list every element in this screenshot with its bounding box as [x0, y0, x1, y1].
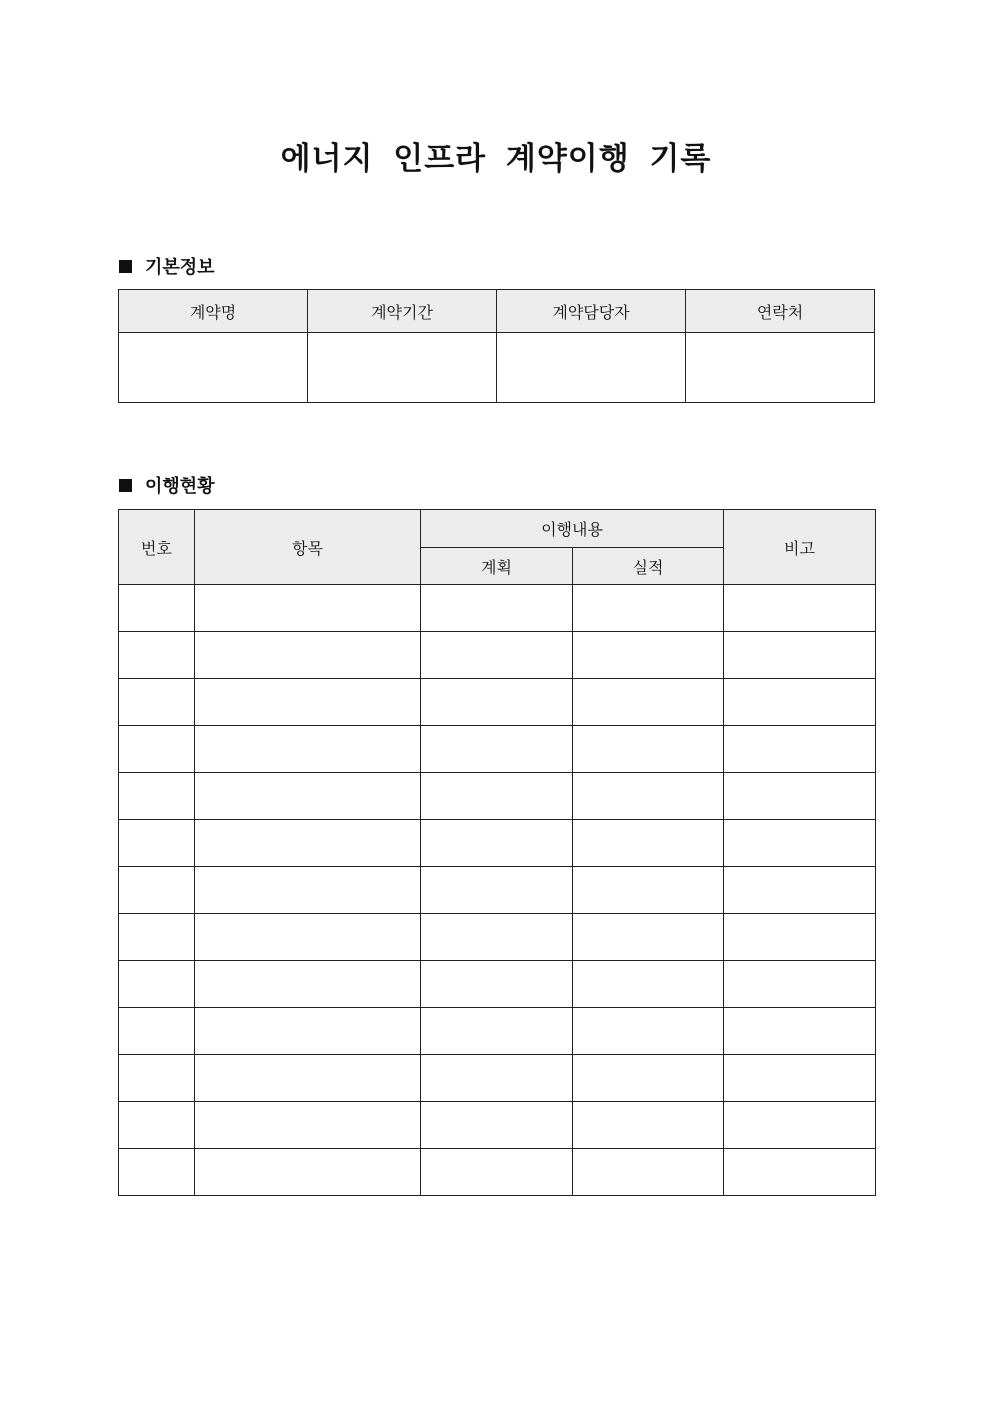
square-bullet-icon [119, 260, 132, 273]
item-cell[interactable] [195, 1055, 421, 1102]
header-actual: 실적 [573, 548, 724, 585]
number-cell[interactable] [119, 726, 195, 773]
item-cell[interactable] [195, 961, 421, 1008]
number-cell[interactable] [119, 914, 195, 961]
remarks-cell[interactable] [724, 1149, 876, 1196]
item-cell[interactable] [195, 773, 421, 820]
table-row [119, 1149, 876, 1196]
header-remarks: 비고 [724, 510, 876, 585]
plan-cell[interactable] [421, 961, 573, 1008]
item-cell[interactable] [195, 726, 421, 773]
remarks-cell[interactable] [724, 961, 876, 1008]
plan-cell[interactable] [421, 726, 573, 773]
contract-period-cell[interactable] [308, 333, 497, 403]
remarks-cell[interactable] [724, 820, 876, 867]
basic-info-table [118, 289, 875, 403]
actual-cell[interactable] [573, 1055, 724, 1102]
number-cell[interactable] [119, 1149, 195, 1196]
plan-cell[interactable] [421, 585, 573, 632]
contract-manager-cell[interactable] [497, 333, 686, 403]
actual-cell[interactable] [573, 1008, 724, 1055]
execution-status-heading [119, 472, 215, 498]
plan-cell[interactable] [421, 1055, 573, 1102]
basic-info-row [119, 333, 875, 403]
item-cell[interactable] [195, 867, 421, 914]
header-number: 번호 [119, 510, 195, 585]
basic-info-header-row [119, 290, 875, 333]
table-row [119, 867, 876, 914]
number-cell[interactable] [119, 1008, 195, 1055]
table-row [119, 1102, 876, 1149]
header-content: 이행내용 [421, 510, 724, 548]
item-cell[interactable] [195, 820, 421, 867]
plan-cell[interactable] [421, 1149, 573, 1196]
remarks-cell[interactable] [724, 1008, 876, 1055]
header-plan: 계획 [421, 548, 573, 585]
number-cell[interactable] [119, 820, 195, 867]
plan-cell[interactable] [421, 914, 573, 961]
status-table-body [119, 585, 876, 1196]
item-cell[interactable] [195, 585, 421, 632]
table-row [119, 773, 876, 820]
header-contact: 연락처 [686, 290, 875, 333]
actual-cell[interactable] [573, 1102, 724, 1149]
number-cell[interactable] [119, 961, 195, 1008]
remarks-cell[interactable] [724, 914, 876, 961]
table-row [119, 726, 876, 773]
actual-cell[interactable] [573, 679, 724, 726]
table-row [119, 1055, 876, 1102]
actual-cell[interactable] [573, 585, 724, 632]
item-cell[interactable] [195, 914, 421, 961]
header-contract-manager: 계약담당자 [497, 290, 686, 333]
status-header-row [119, 510, 876, 548]
contact-cell[interactable] [686, 333, 875, 403]
plan-cell[interactable] [421, 867, 573, 914]
actual-cell[interactable] [573, 726, 724, 773]
actual-cell[interactable] [573, 914, 724, 961]
plan-cell[interactable] [421, 820, 573, 867]
actual-cell[interactable] [573, 961, 724, 1008]
remarks-cell[interactable] [724, 1102, 876, 1149]
remarks-cell[interactable] [724, 867, 876, 914]
remarks-cell[interactable] [724, 585, 876, 632]
table-row [119, 1008, 876, 1055]
plan-cell[interactable] [421, 1008, 573, 1055]
table-row [119, 632, 876, 679]
execution-status-table [118, 509, 876, 1196]
number-cell[interactable] [119, 679, 195, 726]
actual-cell[interactable] [573, 1149, 724, 1196]
actual-cell[interactable] [573, 820, 724, 867]
remarks-cell[interactable] [724, 773, 876, 820]
table-row [119, 679, 876, 726]
item-cell[interactable] [195, 679, 421, 726]
execution-status-heading-label: 이행현황 [145, 476, 215, 497]
square-bullet-icon [119, 479, 132, 492]
table-row [119, 914, 876, 961]
plan-cell[interactable] [421, 632, 573, 679]
remarks-cell[interactable] [724, 632, 876, 679]
actual-cell[interactable] [573, 867, 724, 914]
table-row [119, 585, 876, 632]
table-row [119, 961, 876, 1008]
remarks-cell[interactable] [724, 679, 876, 726]
header-item: 항목 [195, 510, 421, 585]
item-cell[interactable] [195, 1102, 421, 1149]
basic-info-heading-label: 기본정보 [145, 257, 215, 278]
plan-cell[interactable] [421, 1102, 573, 1149]
actual-cell[interactable] [573, 632, 724, 679]
header-contract-name: 계약명 [119, 290, 308, 333]
number-cell[interactable] [119, 632, 195, 679]
plan-cell[interactable] [421, 679, 573, 726]
remarks-cell[interactable] [724, 726, 876, 773]
table-row [119, 820, 876, 867]
actual-cell[interactable] [573, 773, 724, 820]
item-cell[interactable] [195, 1008, 421, 1055]
number-cell[interactable] [119, 1055, 195, 1102]
number-cell[interactable] [119, 867, 195, 914]
item-cell[interactable] [195, 1149, 421, 1196]
number-cell[interactable] [119, 585, 195, 632]
number-cell[interactable] [119, 1102, 195, 1149]
plan-cell[interactable] [421, 773, 573, 820]
page-title: 에너지 인프라 계약이행 기록 [280, 141, 712, 177]
basic-info-heading [119, 253, 215, 279]
number-cell[interactable] [119, 773, 195, 820]
item-cell[interactable] [195, 632, 421, 679]
header-contract-period: 계약기간 [308, 290, 497, 333]
remarks-cell[interactable] [724, 1055, 876, 1102]
contract-name-cell[interactable] [119, 333, 308, 403]
